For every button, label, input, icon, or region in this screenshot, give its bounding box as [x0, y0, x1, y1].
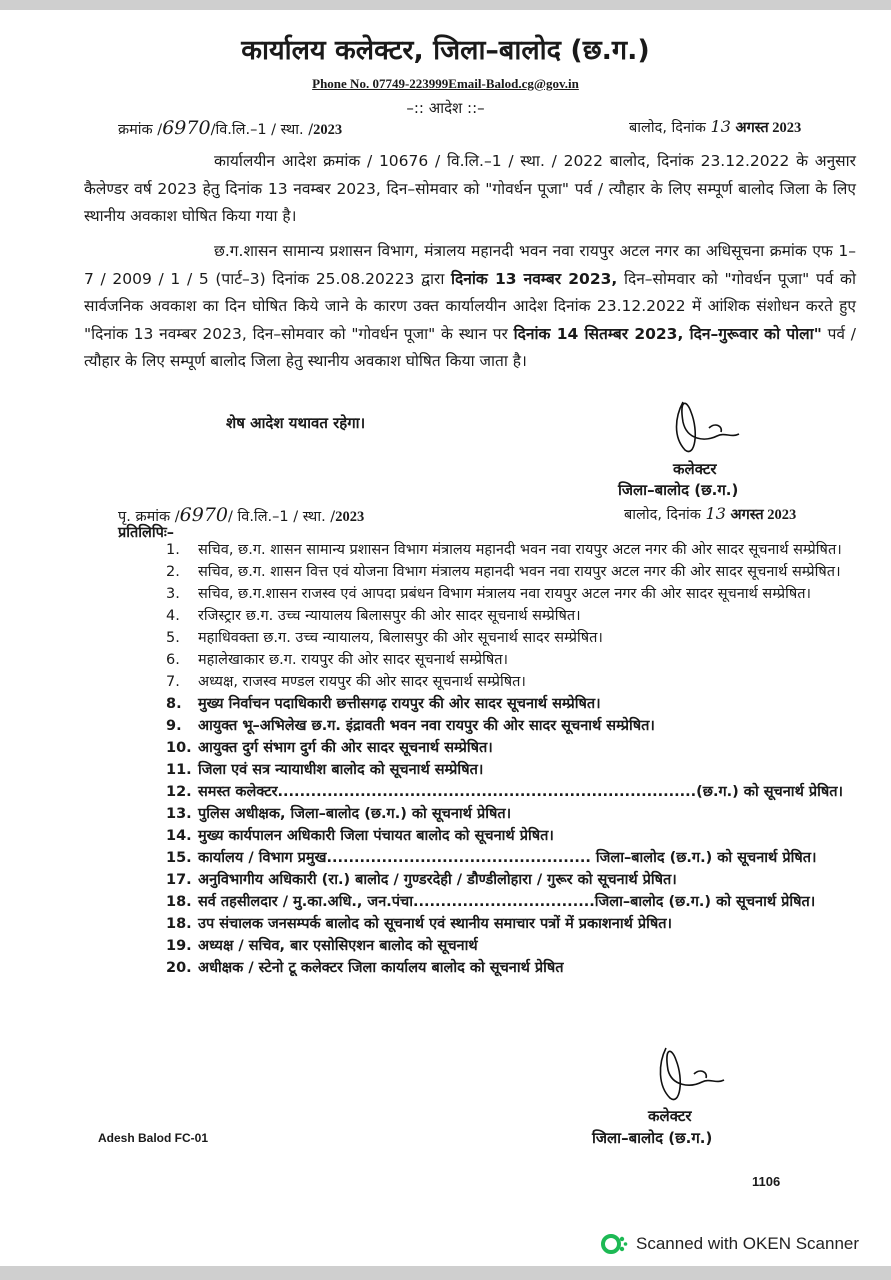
order-title: –:: आदेश ::– [406, 99, 485, 117]
phone-email-line: Phone No. 07749-223999Email-Balod.cg@gov.in [312, 76, 579, 91]
reference-number: क्रमांक /6970/वि.लि.–1 / स्था. /2023 [118, 117, 343, 139]
list-item: 18. सर्व तहसीलदार / मु.का.अधि., जन.पंचा.................................जिला–बालोद (छ.ग.) को सूचनार्थ प्रेषित। [166, 894, 816, 910]
collector-signature-1 [665, 392, 755, 462]
scan-top-edge [0, 0, 891, 10]
remaining-order-note: शेष आदेश यथावत रहेगा। [226, 414, 366, 432]
handwritten-date-day: 13 [710, 117, 731, 136]
page-number: 1106 [752, 1174, 781, 1189]
list-item: 17. अनुविभागीय अधिकारी (रा.) बालोद / गुण्डरदेही / डौण्डीलोहारा / गुरूर को सूचनार्थ प्रेषित। [166, 872, 677, 888]
copy-to-list [168, 540, 858, 980]
list-item: 11. जिला एवं सत्र न्यायाधीश बालोद को सूचनार्थ सम्प्रेषित। [166, 762, 484, 778]
handwritten-endorsement-number: 6970 [179, 504, 229, 526]
list-item: 10. आयुक्त दुर्ग संभाग दुर्ग की ओर सादर सूचनार्थ सम्प्रेषित। [166, 740, 493, 756]
scan-bottom-edge [0, 1266, 891, 1280]
order-paragraph-2: छ.ग.शासन सामान्य प्रशासन विभाग, मंत्रालय महानदी भवन नवा रायपुर अटल नगर का अधिसूचना क्रमांक एफ 1–7 / 2009 / 1 / 5 (पार्ट–3) दिनांक 25.08.20223 द्वारा दिनांक 13 नवम्बर 2023, दिन–सोमवार को "गोवर्धन पूजा" पर्व को सार्वजनिक अवकाश का दिन घोषित किये जाने के कारण उक्त कार्यालयीन आदेश दिनांक 23.12.2022 में आंशिक संशोधन करते हुए "दिनांक 13 नवम्बर 2023, दिन–सोमवार को "गोवर्धन पूजा" के स्थान पर दिनांक 14 सितम्बर 2023, दिन–गुरूवार को पोला" पर्व / त्यौहार के लिए सम्पूर्ण बालोद जिला हेतु स्थानीय अवकाश घोषित किया जाता है। [84, 242, 857, 370]
signature-1-designation: कलेक्टर [673, 460, 717, 478]
scanner-watermark [600, 1232, 859, 1256]
list-item: 3. सचिव, छ.ग.शासन राजस्व एवं आपदा प्रबंधन विभाग मंत्रालय नवा रायपुर अटल नगर की ओर सादर सूचनार्थ सम्प्रेषित। [166, 586, 812, 602]
endorsement-date: बालोद, दिनांक 13 अगस्त 2023 [624, 504, 797, 523]
form-code: Adesh Balod FC-01 [98, 1131, 209, 1145]
list-item: 1. सचिव, छ.ग. शासन सामान्य प्रशासन विभाग मंत्रालय महानदी भवन नवा रायपुर अटल नगर की ओर सादर सूचनार्थ सम्प्रेषित। [166, 542, 842, 558]
list-item: 2. सचिव, छ.ग. शासन वित्त एवं योजना विभाग मंत्रालय महानदी भवन नवा रायपुर अटल नगर की ओर सादर सूचनार्थ सम्प्रेषित। [166, 564, 841, 580]
list-item: 9. आयुक्त भू–अभिलेख छ.ग. इंद्रावती भवन नवा रायपुर की ओर सादर सूचनार्थ सम्प्रेषित। [166, 718, 655, 734]
signature-2-designation: कलेक्टर [648, 1107, 692, 1125]
list-item: 18. उप संचालक जनसम्पर्क बालोद को सूचनार्थ एवं स्थानीय समाचार पत्रों में प्रकाशनार्थ प्रेषित। [166, 916, 673, 932]
signature-1-district: जिला–बालोद (छ.ग.) [618, 481, 739, 499]
list-item: 12. समस्त कलेक्टर............................................................................(छ.ग.) को सूचनार्थ प्रेषित। [166, 784, 844, 800]
handwritten-endorsement-day: 13 [705, 504, 726, 523]
scanner-label: Scanned with OKEN Scanner [636, 1234, 860, 1253]
list-item: 5. महाधिवक्ता छ.ग. उच्च न्यायालय, बिलासपुर की ओर सूचनार्थ सादर सम्प्रेषित। [166, 630, 603, 646]
list-item: 14. मुख्य कार्यपालन अधिकारी जिला पंचायत बालोद को सूचनार्थ प्रेषित। [166, 828, 554, 844]
copy-to-heading: प्रतिलिपिः– [118, 525, 175, 541]
office-title: कार्यालय कलेक्टर, जिला–बालोद (छ.ग.) [241, 35, 650, 66]
list-item: 20. अधीक्षक / स्टेनो टू कलेक्टर जिला कार्यालय बालोद को सूचनार्थ प्रेषित [166, 960, 564, 976]
list-item: 6. महालेखाकार छ.ग. रायपुर की ओर सादर सूचनार्थ सम्प्रेषित। [166, 652, 508, 668]
signature-2-district: जिला–बालोद (छ.ग.) [592, 1129, 713, 1147]
list-item: 4. रजिस्ट्रार छ.ग. उच्च न्यायालय बिलासपुर की ओर सादर सूचनार्थ सम्प्रेषित। [166, 608, 581, 624]
list-item: 15. कार्यालय / विभाग प्रमुख................................................ जिला–बालोद (छ.ग.) को सूचनार्थ प्रेषित। [166, 850, 817, 866]
oken-scanner-logo-icon [600, 1232, 628, 1256]
list-item: 8. मुख्य निर्वाचन पदाधिकारी छत्तीसगढ़ रायपुर की ओर सादर सूचनार्थ सम्प्रेषित। [166, 696, 601, 712]
endorsement-number: पृ. क्रमांक /6970/ वि.लि.–1 / स्था. /2023 [118, 504, 365, 526]
list-item: 13. पुलिस अधीक्षक, जिला–बालोद (छ.ग.) को सूचनार्थ प्रेषित। [166, 806, 512, 822]
list-item: 7. अध्यक्ष, राजस्व मण्डल रायपुर की ओर सादर सूचनार्थ सम्प्रेषित। [166, 674, 526, 690]
list-item: 19. अध्यक्ष / सचिव, बार एसोसिएशन बालोद को सूचनार्थ [166, 938, 478, 954]
order-paragraph-1: कार्यालयीन आदेश क्रमांक / 10676 / वि.लि.–1 / स्था. / 2022 बालोद, दिनांक 23.12.2022 के अनुसार कैलेण्डर वर्ष 2023 हेतु दिनांक 13 नवम्बर 2023, दिन–सोमवार को "गोवर्धन पूजा" पर्व / त्यौहार के लिए सम्पूर्ण बालोद जिला के लिए स्थानीय अवकाश घोषित किया गया है। [84, 152, 856, 225]
collector-signature-2 [650, 1040, 740, 1110]
handwritten-ref-number: 6970 [162, 117, 211, 139]
reference-date: बालोद, दिनांक 13 अगस्त 2023 [629, 117, 802, 136]
